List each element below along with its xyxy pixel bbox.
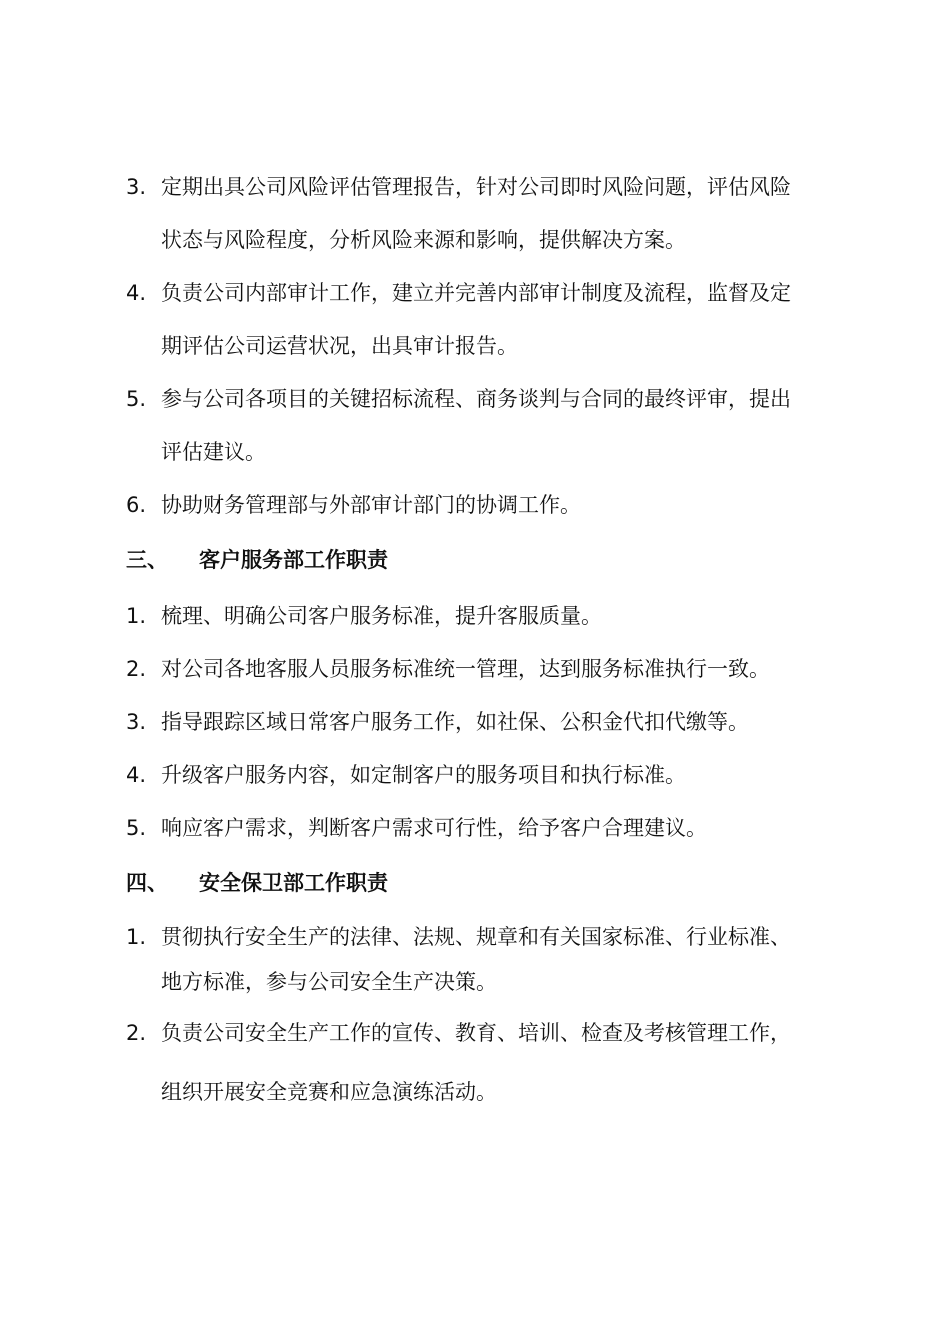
section-title: 客户服务部工作职责 (199, 548, 388, 572)
item-number: 4. (126, 763, 147, 787)
item-number: 1. (126, 925, 147, 949)
item-text: 定期出具公司风险评估管理报告，针对公司即时风险问题，评估风险 (161, 175, 791, 199)
item-number: 2. (126, 1021, 147, 1045)
item-text: 参与公司各项目的关键招标流程、商务谈判与合同的最终评审，提出 (161, 387, 791, 411)
item-text: 指导跟踪区域日常客户服务工作，如社保、公积金代扣代缴等。 (161, 710, 749, 734)
item-number: 5. (126, 816, 147, 840)
item-number: 5. (126, 387, 147, 411)
item-text: 梳理、明确公司客户服务标准，提升客服质量。 (161, 604, 602, 628)
item-number: 4. (126, 281, 147, 305)
item-text: 贯彻执行安全生产的法律、法规、规章和有关国家标准、行业标准、 (161, 925, 791, 949)
section-number: 三、 (126, 548, 168, 572)
item-text: 评估建议。 (161, 440, 266, 464)
item-number: 1. (126, 604, 147, 628)
item-text: 地方标准，参与公司安全生产决策。 (161, 970, 497, 994)
item-number: 6. (126, 493, 147, 517)
item-text: 协助财务管理部与外部审计部门的协调工作。 (161, 493, 581, 517)
item-text: 负责公司安全生产工作的宣传、教育、培训、检查及考核管理工作， (161, 1021, 791, 1045)
item-text: 组织开展安全竞赛和应急演练活动。 (161, 1080, 497, 1104)
item-number: 3. (126, 175, 147, 199)
item-text: 升级客户服务内容，如定制客户的服务项目和执行标准。 (161, 763, 686, 787)
item-text: 期评估公司运营状况，出具审计报告。 (161, 334, 518, 358)
item-text: 负责公司内部审计工作，建立并完善内部审计制度及流程，监督及定 (161, 281, 791, 305)
section-title: 安全保卫部工作职责 (199, 871, 388, 895)
item-text: 对公司各地客服人员服务标准统一管理，达到服务标准执行一致。 (161, 657, 770, 681)
item-number: 2. (126, 657, 147, 681)
item-text: 响应客户需求，判断客户需求可行性，给予客户合理建议。 (161, 816, 707, 840)
section-number: 四、 (126, 871, 168, 895)
item-number: 3. (126, 710, 147, 734)
item-text: 状态与风险程度，分析风险来源和影响，提供解决方案。 (161, 228, 686, 252)
